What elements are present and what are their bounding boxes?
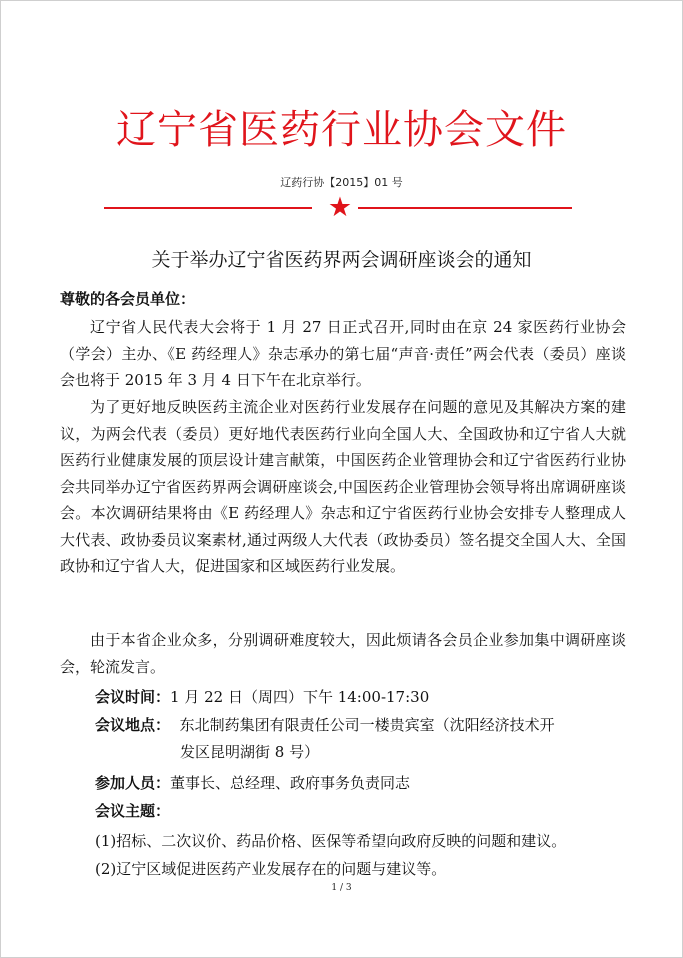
meeting-place-label: 会议地点：: [95, 716, 171, 734]
topic-item: (2)辽宁区域促进医药产业发展存在的问题与建议等。: [95, 860, 447, 878]
meeting-place-value-line1: 东北制药集团有限责任公司一楼贵宾室（沈阳经济技术开: [179, 716, 555, 734]
attendees-value: 董事长、总经理、政府事务负责同志: [170, 774, 411, 792]
header-rule-left: [104, 207, 312, 209]
attendees-label: 参加人员：: [95, 774, 171, 792]
topic-item: (1)招标、二次议价、药品价格、医保等希望向政府反映的问题和建议。: [95, 832, 567, 850]
meeting-time-label: 会议时间：: [95, 688, 171, 706]
topics-label: 会议主题：: [95, 802, 171, 820]
meeting-place-value-line2: 发区昆明湖街 8 号）: [180, 743, 320, 761]
document-header-title: 辽宁省医药行业协会文件: [116, 107, 567, 153]
star-icon: ★: [327, 192, 353, 223]
meeting-place: [95, 712, 555, 739]
header-rule-right: [358, 207, 572, 209]
salutation: 尊敬的各会员单位：: [60, 290, 196, 308]
body-paragraph-1: 辽宁省人民代表大会将于 1 月 27 日正式召开,同时由在京 24 家医药行业协会（学会）主办、《E 药经理人》杂志承办的第七届“声音·责任”两会代表（委员）座谈会也将于 2015 年 3 月 4 日下午在北京举行。: [60, 318, 626, 389]
body-paragraph-2: 为了更好地反映医药主流企业对医药行业发展存在问题的意见及其解决方案的建议，为两会代表（委员）更好地代表医药行业向全国人大、全国政协和辽宁省人大就医药行业健康发展的顶层设计建言献策，中国医药企业管理协会和辽宁省医药行业协会共同举办辽宁省医药界两会调研座谈会,中国医药企业管理协会领导将出席调研座谈会。本次调研结果将由《E 药经理人》杂志和辽宁省医药行业协会安排专人整理成人大代表、政协委员议案素材,通过两级人大代表（政协委员）签名提交全国人大、全国政协和辽宁省人大，促进国家和区域医药行业发展。: [60, 398, 626, 575]
notice-title: 关于举办辽宁省医药界两会调研座谈会的通知: [151, 249, 532, 271]
meeting-time-value: 1 月 22 日（周四）下午 14:00-17:30: [170, 688, 430, 706]
page-number: 1 / 3: [331, 883, 352, 893]
meeting-time: [95, 684, 429, 711]
document-number: 辽药行协【2015】01 号: [280, 176, 403, 189]
attendees: [95, 770, 410, 797]
body-paragraph-3: 由于本省企业众多，分别调研难度较大，因此烦请各会员企业参加集中调研座谈会，轮流发言。: [60, 631, 626, 676]
